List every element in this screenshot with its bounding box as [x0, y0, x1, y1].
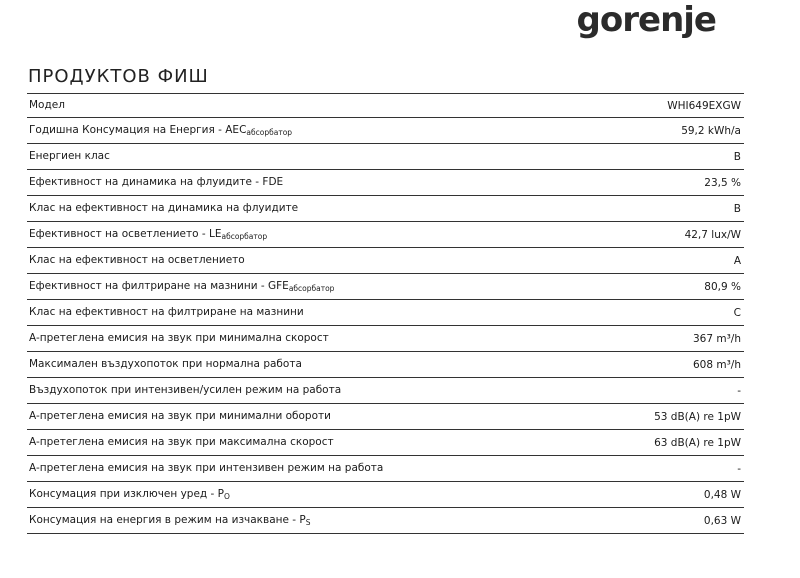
row-label: Ефективност на осветлението - $LE_{абсорбатор}$	[29, 228, 268, 241]
table-row	[27, 274, 744, 300]
row-value: B	[733, 202, 741, 215]
row-label: Ефективност на динамика на флуидите - FDE	[29, 176, 284, 188]
row-value: 608 m³/h	[692, 358, 741, 371]
row-label-subscript: S	[305, 518, 311, 527]
row-label: Ефективност на филтриране на мазнини - $GFE_{абсорбатор}$	[29, 280, 335, 293]
table-row	[27, 326, 744, 352]
table-row	[27, 196, 744, 222]
table-row	[27, 430, 744, 456]
row-label: A-претеглена емисия на звук при интензивен режим на работа	[29, 462, 384, 474]
row-label: Годишна Консумация на Енергия - $AEC_{абсорбатор}$	[29, 124, 293, 137]
row-value: 53 dB(A) re 1pW	[654, 410, 741, 423]
row-value: WHI649EXGW	[667, 99, 741, 112]
row-label: Консумация при изключен уред - $P_O$	[29, 488, 230, 501]
spec-table	[27, 93, 744, 534]
row-label-subscript: абсорбатор	[221, 232, 268, 241]
row-label: A-претеглена емисия на звук при минимална скорост	[29, 332, 329, 344]
row-label: Клас на ефективност на осветлението	[29, 254, 245, 266]
table-row	[27, 94, 744, 118]
row-label: Клас на ефективност на динамика на флуидите	[29, 202, 299, 214]
row-value: B	[733, 150, 741, 163]
row-value: 367 m³/h	[692, 332, 741, 345]
table-row	[27, 456, 744, 482]
table-row	[27, 300, 744, 326]
row-value: 59,2 kWh/a	[681, 124, 741, 137]
row-value: C	[733, 306, 741, 319]
row-value: A	[733, 254, 741, 267]
row-value: 63 dB(A) re 1pW	[654, 436, 741, 449]
row-value: 23,5 %	[704, 176, 741, 189]
row-value: 42,7 lux/W	[684, 228, 741, 241]
row-value: 0,63 W	[703, 514, 741, 527]
table-row	[27, 378, 744, 404]
row-label-subscript: абсорбатор	[288, 284, 335, 293]
row-label: Клас на ефективност на филтриране на мазнини	[29, 306, 304, 318]
row-label: A-претеглена емисия на звук при максимална скорост	[29, 436, 334, 448]
row-label: Максимален въздухопоток при нормална работа	[29, 358, 302, 370]
row-value: -	[737, 384, 741, 397]
row-value: 0,48 W	[703, 488, 741, 501]
table-row	[27, 508, 744, 534]
brand-logo: gorenje	[576, 0, 716, 40]
page-title: ПРОДУКТОВ ФИШ	[28, 66, 209, 87]
row-value: -	[737, 462, 741, 475]
row-label: A-претеглена емисия на звук при минимални обороти	[29, 410, 331, 422]
table-row	[27, 404, 744, 430]
row-label: Консумация на енергия в режим на изчакване - $P_S$	[29, 514, 311, 527]
table-row	[27, 222, 744, 248]
row-label: Енергиен клас	[29, 150, 110, 162]
table-row	[27, 118, 744, 144]
table-row	[27, 248, 744, 274]
row-label-subscript: абсорбатор	[246, 128, 293, 137]
table-row	[27, 144, 744, 170]
row-label-subscript: O	[223, 492, 230, 501]
row-label: Въздухопоток при интензивен/усилен режим на работа	[29, 384, 342, 396]
table-row	[27, 170, 744, 196]
row-label: Модел	[29, 99, 65, 111]
row-value: 80,9 %	[704, 280, 741, 293]
table-row	[27, 482, 744, 508]
table-row	[27, 352, 744, 378]
